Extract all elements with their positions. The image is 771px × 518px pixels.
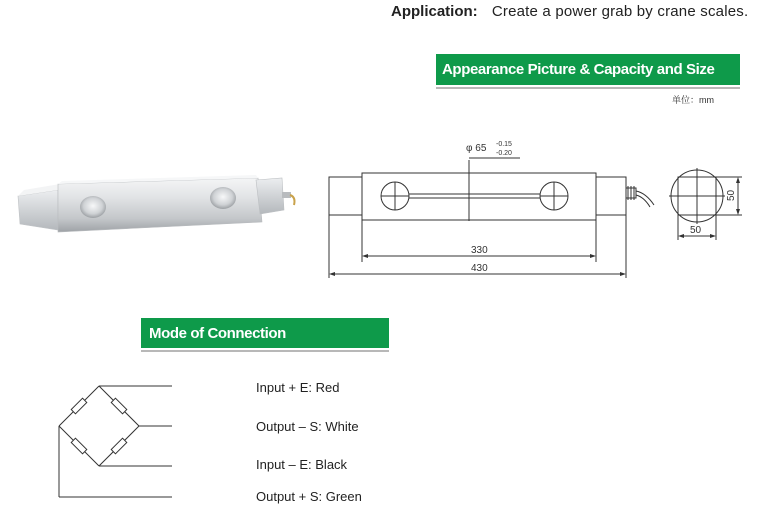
tolerance-upper: -0.15 [496, 141, 512, 148]
dimension-430: 430 [471, 263, 488, 274]
wire-label-output-minus: Output – S: White [256, 419, 359, 434]
application-text: Create a power grab by crane scales. [491, 3, 749, 20]
connection-title: Mode of Connection [149, 324, 286, 342]
application-label: Application: [391, 3, 478, 20]
unit-note: 单位：mm [672, 95, 714, 105]
tolerance-lower: -0.20 [496, 150, 512, 157]
dimension-330: 330 [471, 245, 488, 256]
appearance-title: Appearance Picture & Capacity and Size [442, 61, 715, 78]
load-cell-photo [18, 175, 295, 232]
wire-label-output-plus: Output + S: Green [256, 489, 362, 504]
wire-label-input-plus: Input + E: Red [256, 380, 340, 395]
wire-label-input-minus: Input – E: Black [256, 457, 348, 472]
bridge-diagram [59, 386, 172, 497]
front-view-drawing [329, 158, 654, 278]
side-view-drawing [669, 168, 742, 240]
diameter-label: φ 65 [466, 143, 487, 154]
dimension-50-vertical: 50 [726, 189, 737, 201]
dimension-50-horizontal: 50 [690, 225, 702, 236]
photo-hole-left [80, 196, 106, 218]
photo-hole-right [210, 187, 236, 209]
